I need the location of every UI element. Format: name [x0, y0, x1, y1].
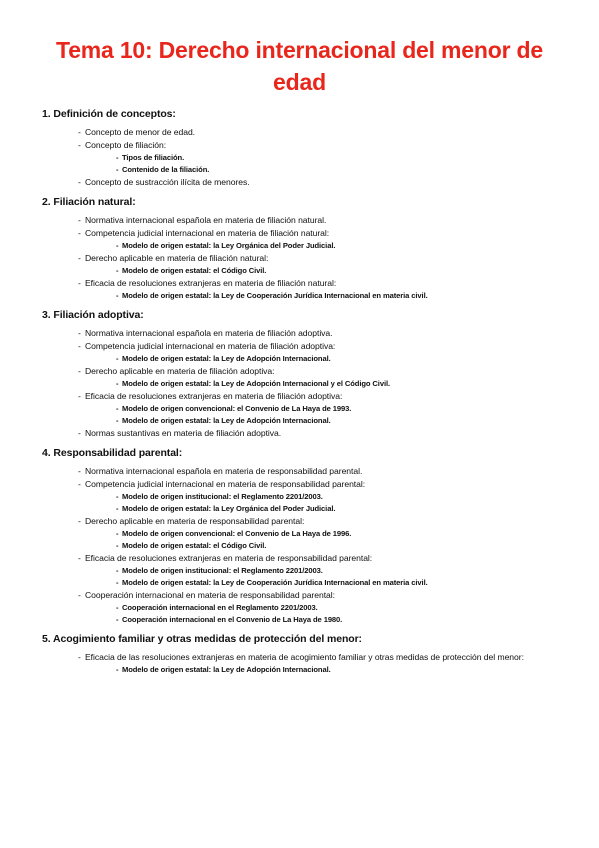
bullet-dash: - — [78, 328, 81, 338]
sub-list-item-text: Cooperación internacional en el Reglamento 2201/2003. — [122, 603, 318, 612]
bullet-dash: - — [78, 553, 81, 563]
bullet-dash: - — [116, 404, 119, 413]
bullet-dash: - — [116, 492, 119, 501]
sub-list-item — [116, 491, 572, 503]
page-title: Tema 10: Derecho internacional del menor de edad — [56, 37, 543, 95]
sub-list-item — [116, 664, 572, 676]
list-item — [78, 139, 572, 152]
sub-list-item-text: Modelo de origen institucional: el Reglamento 2201/2003. — [122, 566, 323, 575]
sub-list-item — [116, 378, 572, 390]
sub-list-item-text: Modelo de origen estatal: la Ley de Adopción Internacional. — [122, 354, 331, 363]
section-3 — [42, 308, 572, 440]
sub-list-item-text: Modelo de origen estatal: la Ley de Adopción Internacional y el Código Civil. — [122, 379, 390, 388]
list-item-text: Concepto de sustracción ilícita de menores. — [85, 177, 250, 187]
bullet-dash: - — [78, 215, 81, 225]
sub-list-item — [116, 528, 572, 540]
list-item — [78, 277, 572, 290]
sub-list-item-text: Modelo de origen estatal: la Ley de Adopción Internacional. — [122, 665, 331, 674]
bullet-dash: - — [116, 529, 119, 538]
bullet-dash: - — [78, 479, 81, 489]
sub-list-item — [116, 602, 572, 614]
section-heading: 3. Filiación adoptiva: — [42, 309, 144, 321]
sub-list-item-text: Modelo de origen estatal: el Código Civil. — [122, 266, 267, 275]
bullet-dash: - — [116, 241, 119, 250]
bullet-dash: - — [78, 177, 81, 187]
list-item — [78, 427, 572, 440]
list-item-text: Competencia judicial internacional en materia de filiación natural: — [85, 228, 330, 238]
bullet-dash: - — [78, 590, 81, 600]
bullet-dash: - — [116, 615, 119, 624]
sub-list-item — [116, 240, 572, 252]
sub-list-item-text: Modelo de origen convencional: el Convenio de La Haya de 1993. — [122, 404, 352, 413]
sub-list-item-text: Cooperación internacional en el Convenio de La Haya de 1980. — [122, 615, 343, 624]
bullet-dash: - — [78, 127, 81, 137]
list-item-text: Concepto de menor de edad. — [85, 127, 196, 137]
list-item — [78, 126, 572, 139]
bullet-dash: - — [78, 366, 81, 376]
sub-list-item — [116, 290, 572, 302]
list-item — [78, 327, 572, 340]
section-heading: 5. Acogimiento familiar y otras medidas de protección del menor: — [42, 633, 362, 645]
section-5 — [42, 632, 572, 676]
list-item — [78, 589, 572, 602]
bullet-dash: - — [116, 578, 119, 587]
bullet-dash: - — [78, 466, 81, 476]
section-heading: 2. Filiación natural: — [42, 196, 136, 208]
list-item — [78, 651, 572, 664]
bullet-dash: - — [78, 253, 81, 263]
sub-list-item — [116, 415, 572, 427]
section-heading: 1. Definición de conceptos: — [42, 108, 176, 120]
list-item-text: Eficacia de las resoluciones extranjeras en materia de acogimiento familiar y otras medidas de protección del menor: — [85, 652, 524, 662]
list-item-text: Competencia judicial internacional en materia de filiación adoptiva: — [85, 341, 336, 351]
section-heading: 4. Responsabilidad parental: — [42, 447, 183, 459]
bullet-dash: - — [116, 153, 119, 162]
bullet-dash: - — [116, 566, 119, 575]
list-item — [78, 252, 572, 265]
sub-list-item-text: Modelo de origen estatal: la Ley de Cooperación Jurídica Internacional en materia civil. — [122, 578, 428, 587]
sub-list-item — [116, 152, 572, 164]
sub-list-item-text: Tipos de filiación. — [122, 153, 185, 162]
sub-list-item — [116, 565, 572, 577]
list-item-text: Derecho aplicable en materia de responsabilidad parental: — [85, 516, 305, 526]
bullet-dash: - — [116, 266, 119, 275]
section-1 — [42, 107, 572, 189]
list-item — [78, 552, 572, 565]
list-item-text: Normas sustantivas en materia de filiación adoptiva. — [85, 428, 282, 438]
sub-list-item-text: Modelo de origen estatal: el Código Civil. — [122, 541, 267, 550]
sub-list-item-text: Contenido de la filiación. — [122, 165, 210, 174]
bullet-dash: - — [116, 379, 119, 388]
list-item — [78, 478, 572, 491]
bullet-dash: - — [116, 291, 119, 300]
section-2 — [42, 195, 572, 302]
bullet-dash: - — [116, 354, 119, 363]
bullet-dash: - — [78, 652, 81, 662]
list-item — [78, 365, 572, 378]
bullet-dash: - — [116, 665, 119, 674]
bullet-dash: - — [116, 603, 119, 612]
sub-list-item — [116, 164, 572, 176]
sub-list-item — [116, 577, 572, 589]
bullet-dash: - — [78, 516, 81, 526]
bullet-dash: - — [116, 416, 119, 425]
bullet-dash: - — [78, 228, 81, 238]
sub-list-item — [116, 353, 572, 365]
bullet-dash: - — [78, 278, 81, 288]
list-item-text: Eficacia de resoluciones extranjeras en materia de responsabilidad parental: — [85, 553, 373, 563]
list-item-text: Eficacia de resoluciones extranjeras en materia de filiación adoptiva: — [85, 391, 343, 401]
list-item — [78, 340, 572, 353]
list-item-text: Derecho aplicable en materia de filiación adoptiva: — [85, 366, 275, 376]
bullet-dash: - — [116, 541, 119, 550]
list-item — [78, 176, 572, 189]
sub-list-item-text: Modelo de origen institucional: el Reglamento 2201/2003. — [122, 492, 323, 501]
list-item-text: Derecho aplicable en materia de filiación natural: — [85, 253, 269, 263]
list-item — [78, 390, 572, 403]
sections-container — [42, 107, 572, 682]
bullet-dash: - — [116, 504, 119, 513]
sub-list-item — [116, 265, 572, 277]
section-4 — [42, 446, 572, 626]
list-item — [78, 515, 572, 528]
sub-list-item-text: Modelo de origen estatal: la Ley Orgánica del Poder Judicial. — [122, 504, 336, 513]
sub-list-item-text: Modelo de origen estatal: la Ley de Adopción Internacional. — [122, 416, 331, 425]
sub-list-item — [116, 540, 572, 552]
sub-list-item-text: Modelo de origen convencional: el Convenio de La Haya de 1996. — [122, 529, 352, 538]
bullet-dash: - — [78, 391, 81, 401]
list-item-text: Normativa internacional española en materia de responsabilidad parental. — [85, 466, 363, 476]
sub-list-item — [116, 503, 572, 515]
list-item-text: Cooperación internacional en materia de responsabilidad parental: — [85, 590, 335, 600]
sub-list-item-text: Modelo de origen estatal: la Ley de Cooperación Jurídica Internacional en materia civil. — [122, 291, 428, 300]
list-item-text: Competencia judicial internacional en materia de responsabilidad parental: — [85, 479, 366, 489]
list-item-text: Normativa internacional española en materia de filiación adoptiva. — [85, 328, 333, 338]
sub-list-item — [116, 614, 572, 626]
sub-list-item — [116, 403, 572, 415]
list-item — [78, 465, 572, 478]
bullet-dash: - — [78, 341, 81, 351]
sub-list-item-text: Modelo de origen estatal: la Ley Orgánica del Poder Judicial. — [122, 241, 336, 250]
bullet-dash: - — [78, 428, 81, 438]
list-item — [78, 214, 572, 227]
list-item-text: Eficacia de resoluciones extranjeras en materia de filiación natural: — [85, 278, 337, 288]
list-item — [78, 227, 572, 240]
list-item-text: Normativa internacional española en materia de filiación natural. — [85, 215, 327, 225]
bullet-dash: - — [78, 140, 81, 150]
bullet-dash: - — [116, 165, 119, 174]
list-item-text: Concepto de filiación: — [85, 140, 167, 150]
